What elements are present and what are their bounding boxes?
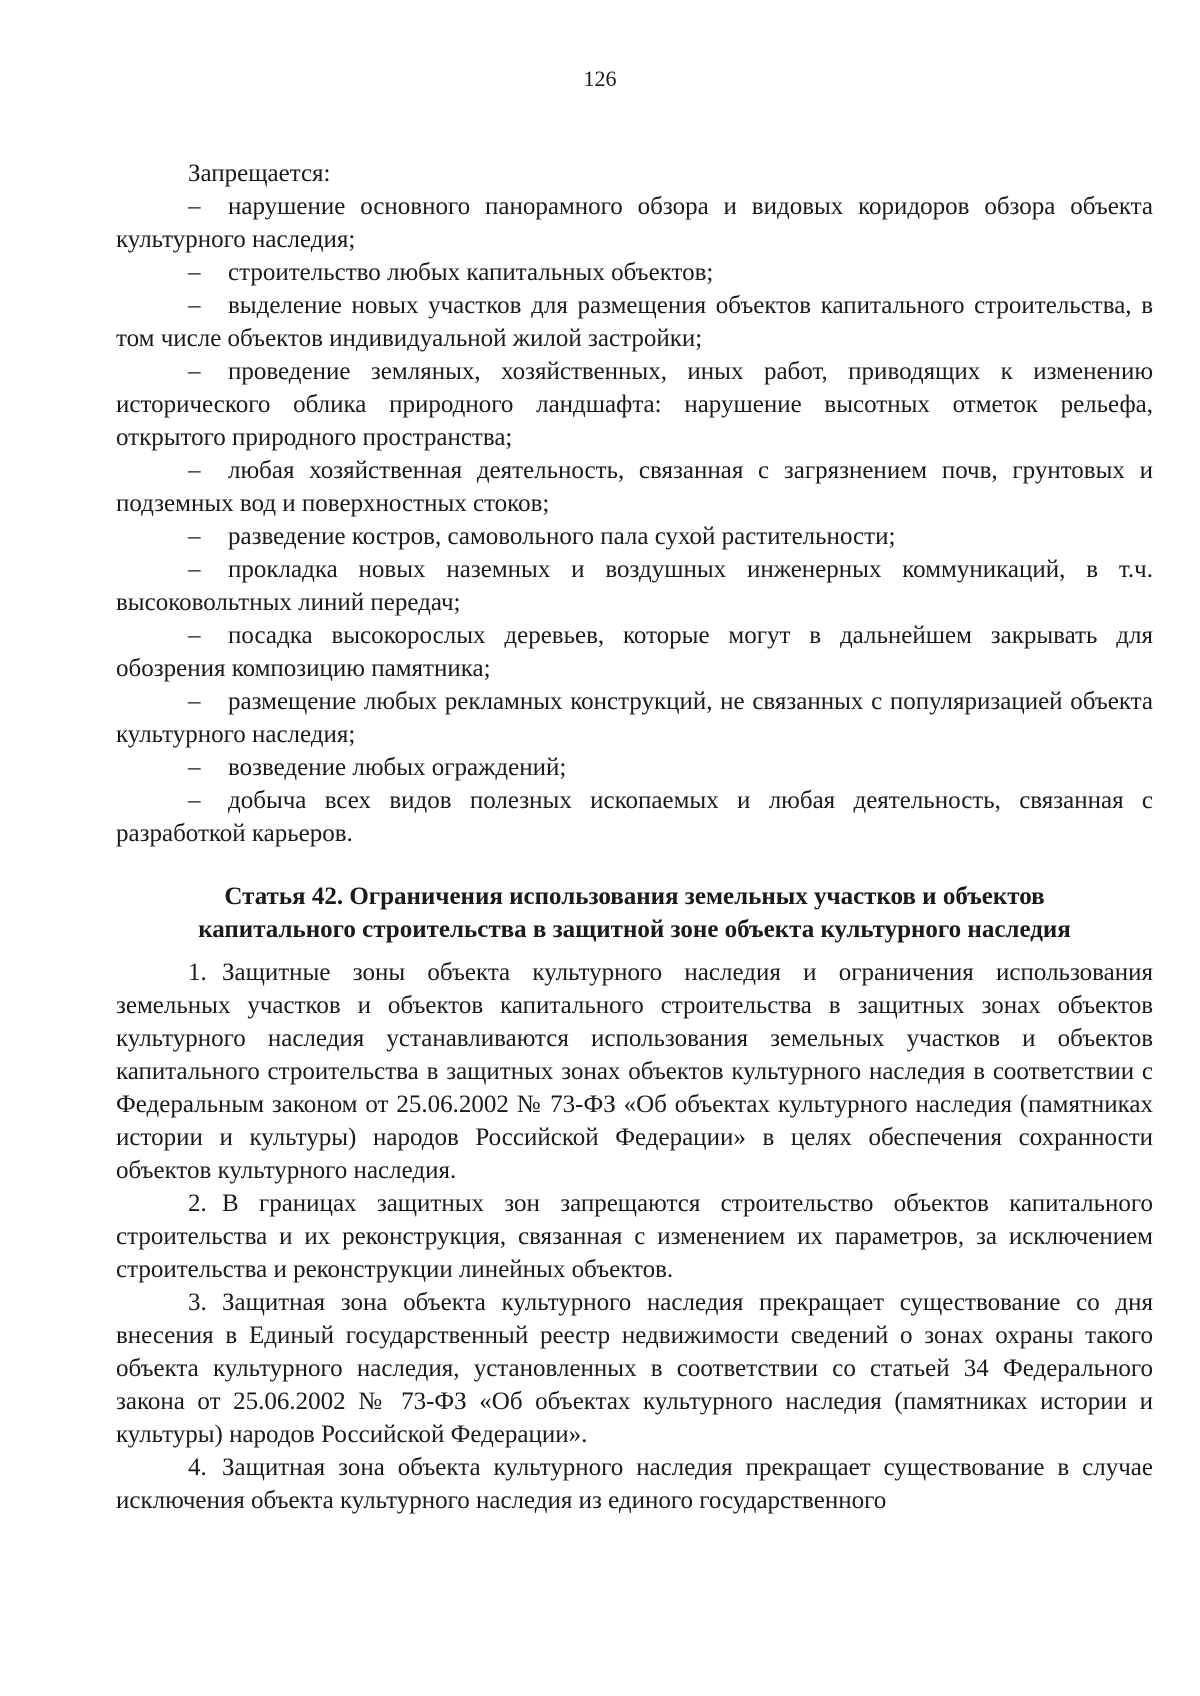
dash-marker: – [188,754,201,781]
list-item-text: прокладка новых наземных и воздушных инженерных коммуникаций, в т.ч. высоковольтных линий передач; [116,556,1153,616]
list-item [116,256,1153,289]
article-paragraph [116,1286,1153,1451]
list-item [116,784,1153,850]
paragraph-text: Защитная зона объекта культурного наследия прекращает существование со дня внесения в Единый государственный реестр недвижимости сведений о зонах охраны такого объекта культурного наследия, установленных в соответствии со статьей 34 Федерального закона от 25.06.2002 № 73-ФЗ «Об объектах культурного наследия (памятниках истории и культуры) народов Российской Федерации». [116,1289,1153,1448]
paragraph-text: Защитные зоны объекта культурного наследия и ограничения использования земельных участков и объектов капитального строительства в защитных зонах объектов культурного наследия устанавливаются использования земельных участков и объектов капитального строительства в защитных зонах объектов культурного наследия в соответствии с Федеральным законом от 25.06.2002 № 73-ФЗ «Об объектах культурного наследия (памятниках истории и культуры) народов Российской Федерации» в целях обеспечения сохранности объектов культурного наследия. [116,959,1153,1184]
list-item [116,190,1153,256]
dash-marker: – [188,622,201,649]
paragraph-text: Защитная зона объекта культурного наследия прекращает существование в случае исключения объекта культурного наследия из единого государственного [116,1454,1153,1514]
list-item-text: добыча всех видов полезных ископаемых и любая деятельность, связанная с разработкой карьеров. [116,787,1153,847]
list-item [116,520,1153,553]
dash-marker: – [188,193,201,220]
paragraph-number: 4. [188,1454,207,1481]
article-heading [116,880,1153,946]
article-paragraph [116,1451,1153,1517]
list-item-text: посадка высокорослых деревьев, которые могут в дальнейшем закрывать для обозрения композицию памятника; [116,622,1153,682]
article-paragraph [116,1187,1153,1286]
list-item-text: строительство любых капитальных объектов; [228,259,714,286]
dash-marker: – [188,457,201,484]
dash-marker: – [188,787,201,814]
list-item-text: возведение любых ограждений; [228,754,567,781]
dash-marker: – [188,292,201,319]
list-item [116,454,1153,520]
paragraph-number: 1. [188,959,207,986]
page-content [116,157,1153,1517]
list-item [116,355,1153,454]
list-item-text: выделение новых участков для размещения объектов капитального строительства, в том числе объектов индивидуальной жилой застройки; [116,292,1153,352]
page-number: 126 [583,66,617,91]
article-paragraph [116,956,1153,1187]
dash-marker: – [188,688,201,715]
list-item-text: разведение костров, самовольного пала сухой растительности; [228,523,896,550]
list-item-text: проведение земляных, хозяйственных, иных работ, приводящих к изменению исторического облика природного ландшафта: нарушение высотных отметок рельефа, открытого природного пространства; [116,358,1153,451]
list-item-text: любая хозяйственная деятельность, связанная с загрязнением почв, грунтовых и подземных вод и поверхностных стоков; [116,457,1153,517]
list-item [116,619,1153,685]
paragraph-number: 3. [188,1289,207,1316]
list-item [116,685,1153,751]
dash-marker: – [188,556,201,583]
article-heading-line: Статья 42. Ограничения использования земельных участков и объектов [224,883,1045,910]
paragraph-text: В границах защитных зон запрещаются строительство объектов капитального строительства и их реконструкция, связанная с изменением их параметров, за исключением строительства и реконструкции линейных объектов. [116,1190,1153,1283]
paragraph-number: 2. [188,1190,207,1217]
prohibitions-intro: Запрещается: [188,160,331,187]
article-heading-line: капитального строительства в защитной зоне объекта культурного наследия [198,916,1071,943]
list-item-text: нарушение основного панорамного обзора и видовых коридоров обзора объекта культурного наследия; [116,193,1153,253]
list-item [116,289,1153,355]
dash-marker: – [188,358,201,385]
dash-marker: – [188,259,201,286]
list-item-text: размещение любых рекламных конструкций, не связанных с популяризацией объекта культурного наследия; [116,688,1153,748]
prohibitions-list [116,190,1153,850]
list-item [116,553,1153,619]
list-item [116,751,1153,784]
dash-marker: – [188,523,201,550]
